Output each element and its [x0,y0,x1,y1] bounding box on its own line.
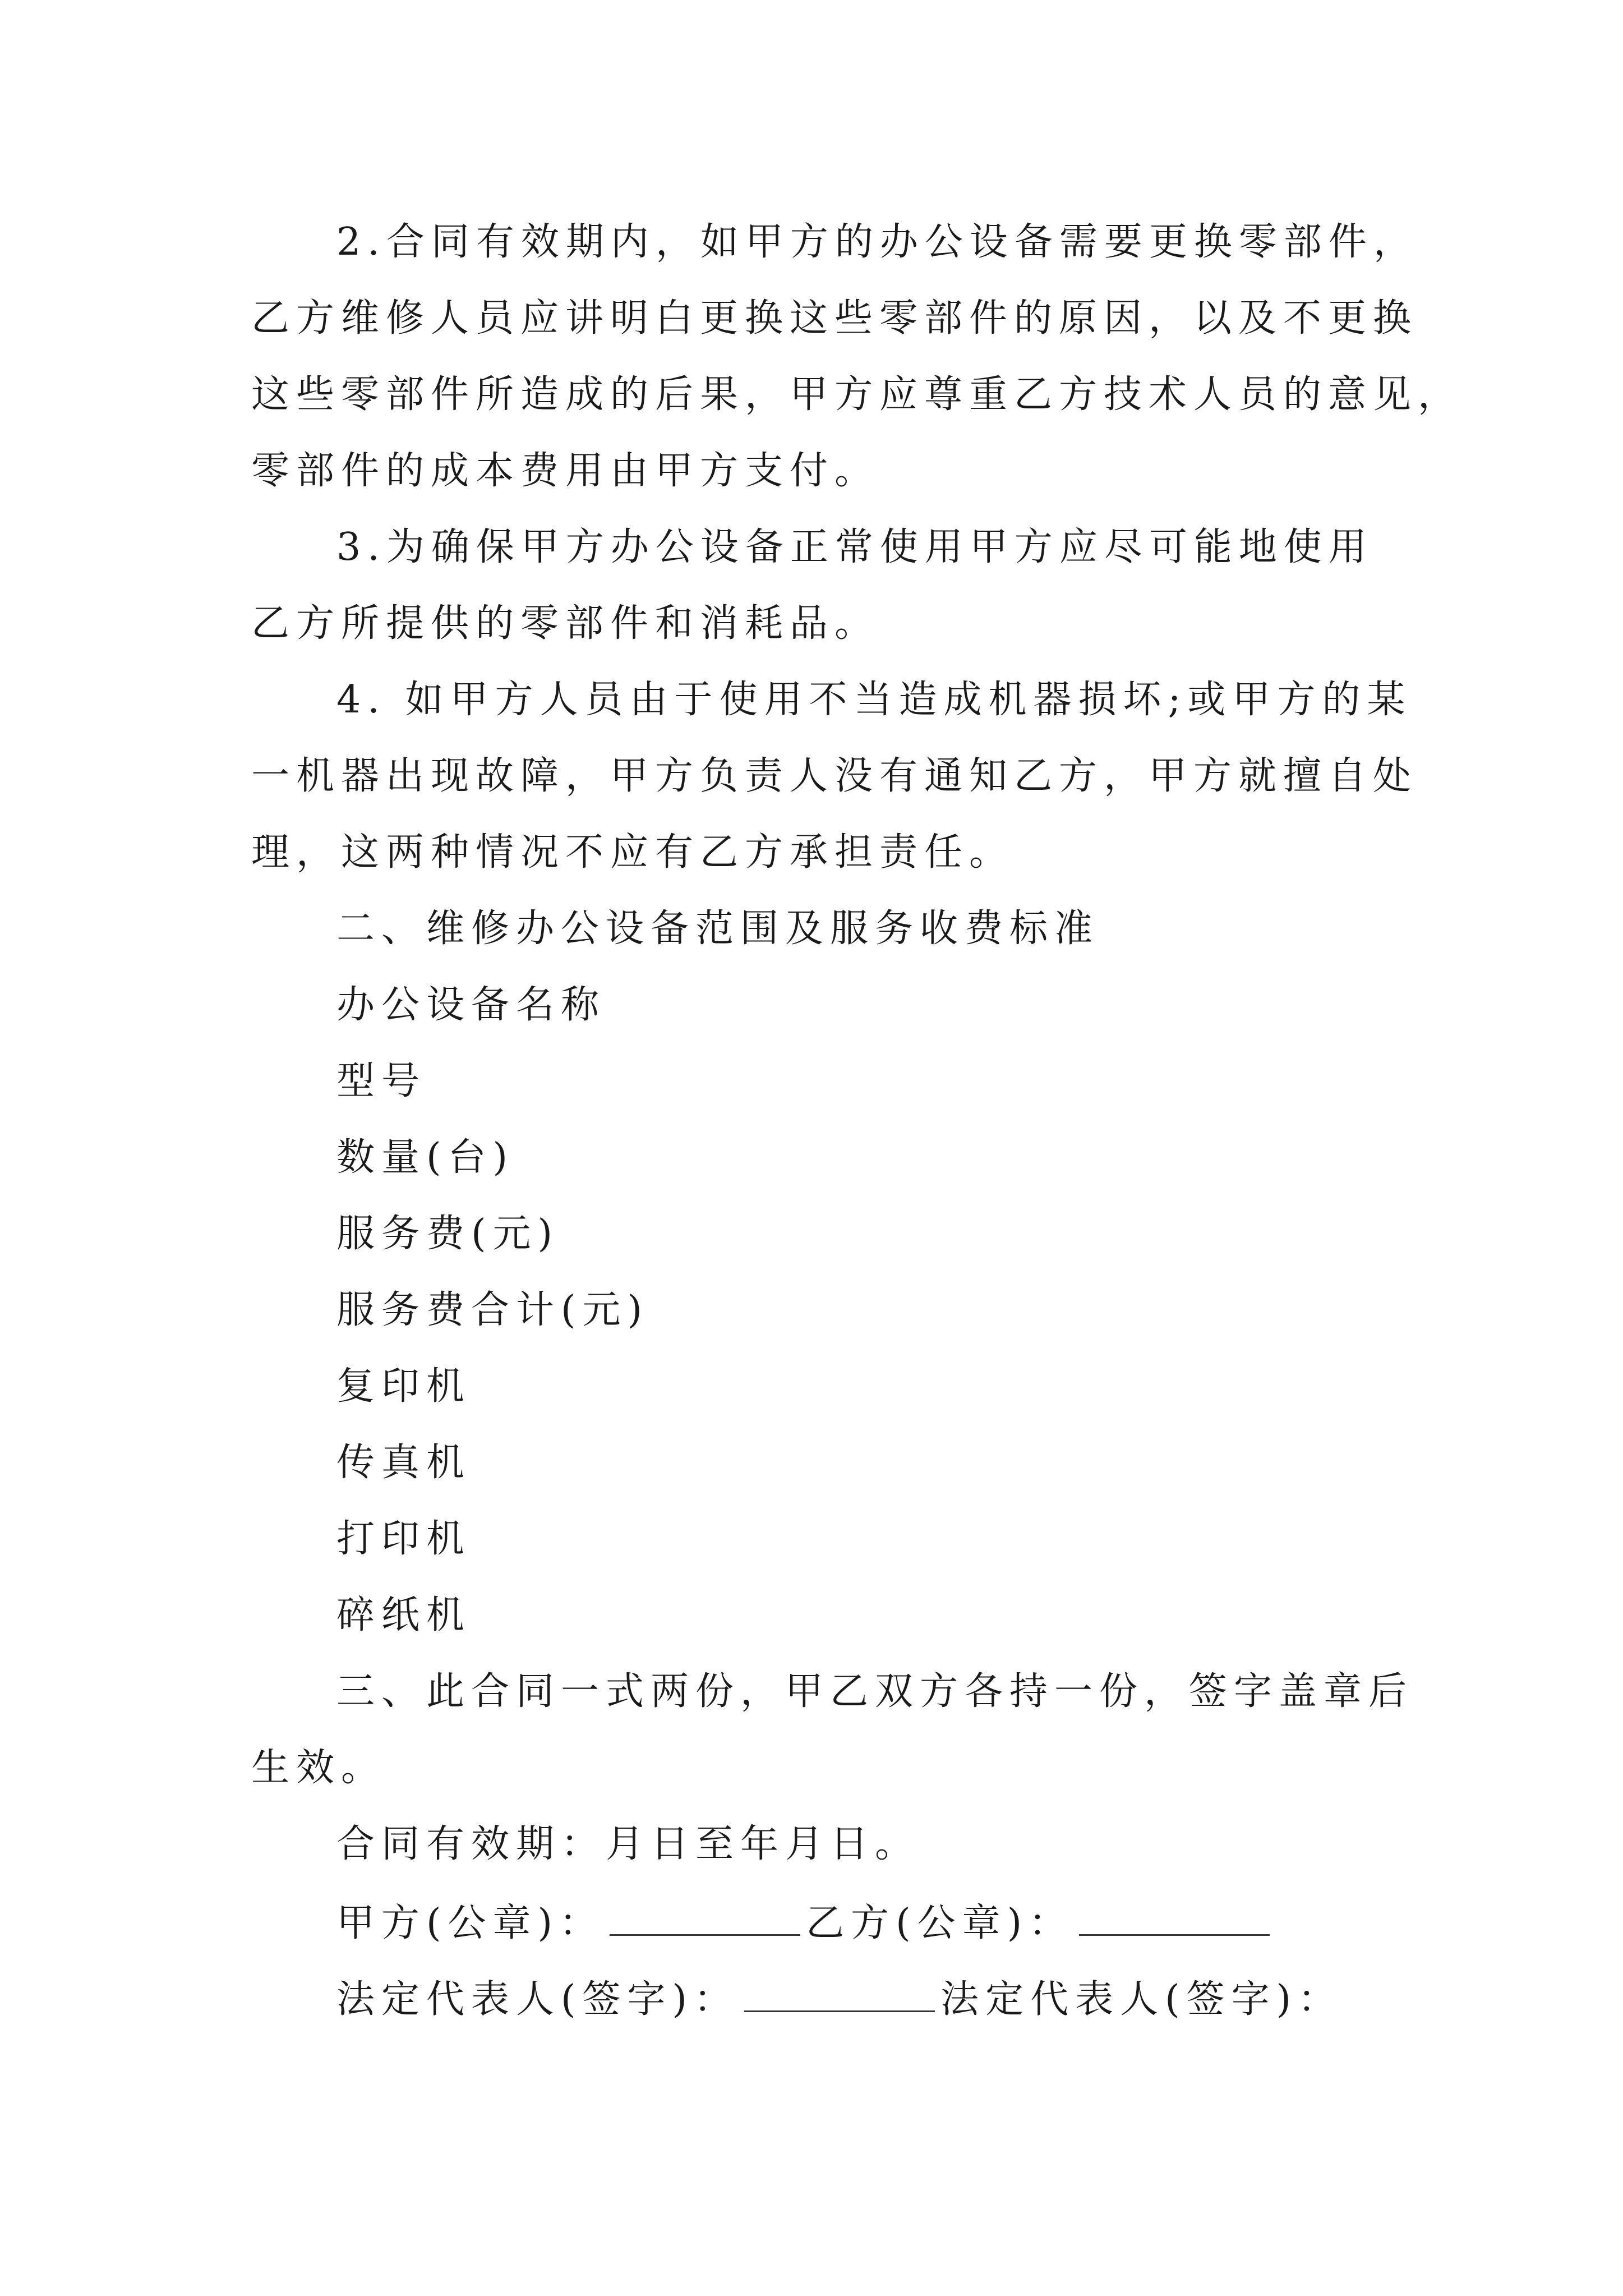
table-header-name: 办公设备名称 [336,983,606,1027]
p2-line-3: 这些零部件所造成的后果，甲方应尊重乙方技术人员的意见， [251,372,1463,417]
party-b-seal-blank[interactable] [1079,1902,1270,1936]
equipment-printer: 打印机 [336,1517,472,1561]
p4-line-2: 一机器出现故障，甲方负责人没有通知乙方，甲方就擅自处 [251,754,1418,798]
table-header-quantity: 数量(台) [336,1135,515,1180]
party-a-seal-label: 甲方(公章)： [336,1901,605,1945]
party-a-seal-blank[interactable] [610,1902,800,1936]
equipment-shredder: 碎纸机 [336,1593,472,1637]
p2-line-2: 乙方维修人员应讲明白更换这些零部件的原因，以及不更换 [251,296,1418,341]
p3-line-1: 3.为确保甲方办公设备正常使用甲方应尽可能地使用 [336,525,1373,569]
rep-line [336,1977,1343,2022]
party-b-rep-label: 法定代表人(签字)： [940,1977,1343,2022]
table-header-fee: 服务费(元) [336,1212,560,1256]
section3-line-1: 三、此合同一式两份，甲乙双方各持一份，签字盖章后 [336,1669,1414,1714]
section2-title: 二、维修办公设备范围及服务收费标准 [336,907,1100,951]
equipment-fax: 传真机 [336,1441,472,1485]
section3-line-2: 生效。 [251,1746,386,1790]
table-header-fee-total: 服务费合计(元) [336,1288,649,1332]
p4-line-1: 4. 如甲方人员由于使用不当造成机器损坏;或甲方的某 [336,678,1412,722]
p2-line-1: 2.合同有效期内，如甲方的办公设备需要更换零部件， [336,220,1418,264]
p4-line-3: 理，这两种情况不应有乙方承担责任。 [251,830,1015,875]
p2-line-4: 零部件的成本费用由甲方支付。 [251,449,880,493]
party-a-rep-label: 法定代表人(签字)： [336,1977,739,2022]
party-b-seal-label: 乙方(公章)： [806,1901,1074,1945]
table-header-model: 型号 [336,1059,427,1103]
equipment-copier: 复印机 [336,1364,472,1409]
seal-line [336,1902,1275,1943]
party-a-rep-blank[interactable] [744,1978,935,2012]
validity-period: 合同有效期：月日至年月日。 [336,1822,920,1866]
p3-line-2: 乙方所提供的零部件和消耗品。 [251,601,880,646]
